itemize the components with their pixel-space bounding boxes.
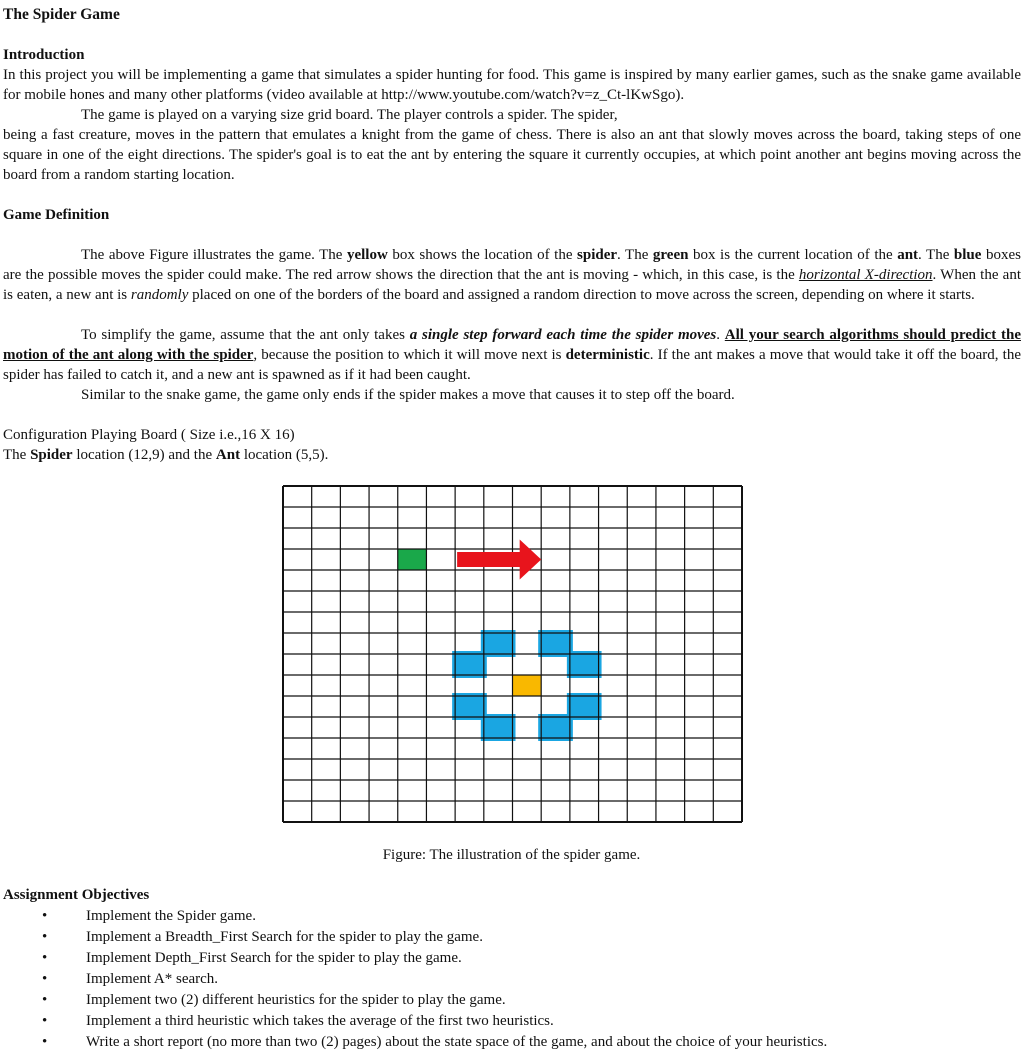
intro-paragraph-2: The game is played on a varying size grid board. The player controls a spider. The spider,: [81, 107, 618, 123]
objective-item: [3, 1011, 1021, 1032]
objective-item: [3, 927, 1021, 948]
intro-paragraph-1: In this project you will be implementing a game that simulates a spider hunting for food. This game is inspired by many earlier games, such as the snake game available for mobile hones and many other platforms (video available at http://www.youtube.com/watch?v=z_Ct-lKwSgo).: [3, 67, 1021, 103]
definition-heading: Game Definition: [3, 207, 110, 223]
config-locations: The Spider location (12,9) and the Ant location (5,5).: [3, 447, 329, 463]
objective-text: Implement the Spider game.: [86, 908, 256, 924]
intro-paragraph-3: being a fast creature, moves in the pattern that emulates a knight from the game of chess. There is also an ant that slowly moves across the board, taking steps of one square in one of the eight directions. The spider's goal is to eat the ant by entering the square it currently occupies, at which point another ant begins moving across the board from a random starting location.: [3, 127, 1021, 183]
definition-paragraph-1: The above Figure illustrates the game. The yellow box shows the location of the spider. The green box is the current location of the ant. The blue boxes are the possible moves the spider could make. The red arrow shows the direction that the ant is moving - which, in this case, is the horizontal X-direction. When the ant is eaten, a new ant is randomly placed on one of the borders of the board and assigned a random direction to move across the screen, depending on where it starts.: [3, 247, 1021, 303]
objectives-section: [3, 885, 1021, 1053]
objective-item: [3, 948, 1021, 969]
config-board-size: Configuration Playing Board ( Size i.e.,16 X 16): [3, 427, 295, 443]
objective-text: Implement a Breadth_First Search for the spider to play the game.: [86, 929, 483, 945]
intro-heading: Introduction: [3, 47, 85, 63]
bullet-icon: •: [42, 950, 48, 966]
bullet-icon: •: [42, 908, 48, 924]
objective-text: Implement A* search.: [86, 971, 219, 987]
ant-cell: [398, 549, 427, 570]
spider-move-cell: [452, 651, 487, 678]
definition-paragraph-2: To simplify the game, assume that the ant only takes a single step forward each time the spider moves. All your search algorithms should predict the motion of the ant along with the spider, because the position to which it will move next is deterministic. If the ant makes a move that would take it off the board, the spider has failed to catch it, and a new ant is spawned as if it had been caught.: [3, 327, 1021, 383]
objective-item: [3, 969, 1021, 990]
spider-move-cell: [538, 714, 573, 741]
objectives-heading: Assignment Objectives: [3, 887, 150, 903]
spider-cell: [513, 675, 542, 696]
bullet-icon: •: [42, 992, 48, 1008]
objective-item: [3, 990, 1021, 1011]
objective-text: Implement a third heuristic which takes the average of the first two heuristics.: [86, 1013, 554, 1029]
objective-text: Implement two (2) different heuristics for the spider to play the game.: [86, 992, 506, 1008]
document-title: The Spider Game: [3, 6, 120, 23]
definition-paragraph-3: Similar to the snake game, the game only ends if the spider makes a move that causes it to step off the board.: [81, 387, 735, 403]
spider-move-cell: [481, 714, 516, 741]
objective-text: Write a short report (no more than two (2) pages) about the state space of the game, and about the choice of your heuristics.: [86, 1034, 828, 1050]
objective-text: Implement Depth_First Search for the spider to play the game.: [86, 950, 462, 966]
objective-item: [3, 906, 1021, 927]
game-board-figure: [282, 485, 743, 823]
figure-caption: Figure: The illustration of the spider game.: [382, 847, 641, 863]
objectives-list: [3, 906, 1021, 1053]
bullet-icon: •: [42, 1013, 48, 1029]
bullet-icon: •: [42, 929, 48, 945]
bullet-icon: •: [42, 971, 48, 987]
objective-item: [3, 1032, 1021, 1053]
bullet-icon: •: [42, 1034, 48, 1050]
spider-move-cell: [567, 651, 602, 678]
